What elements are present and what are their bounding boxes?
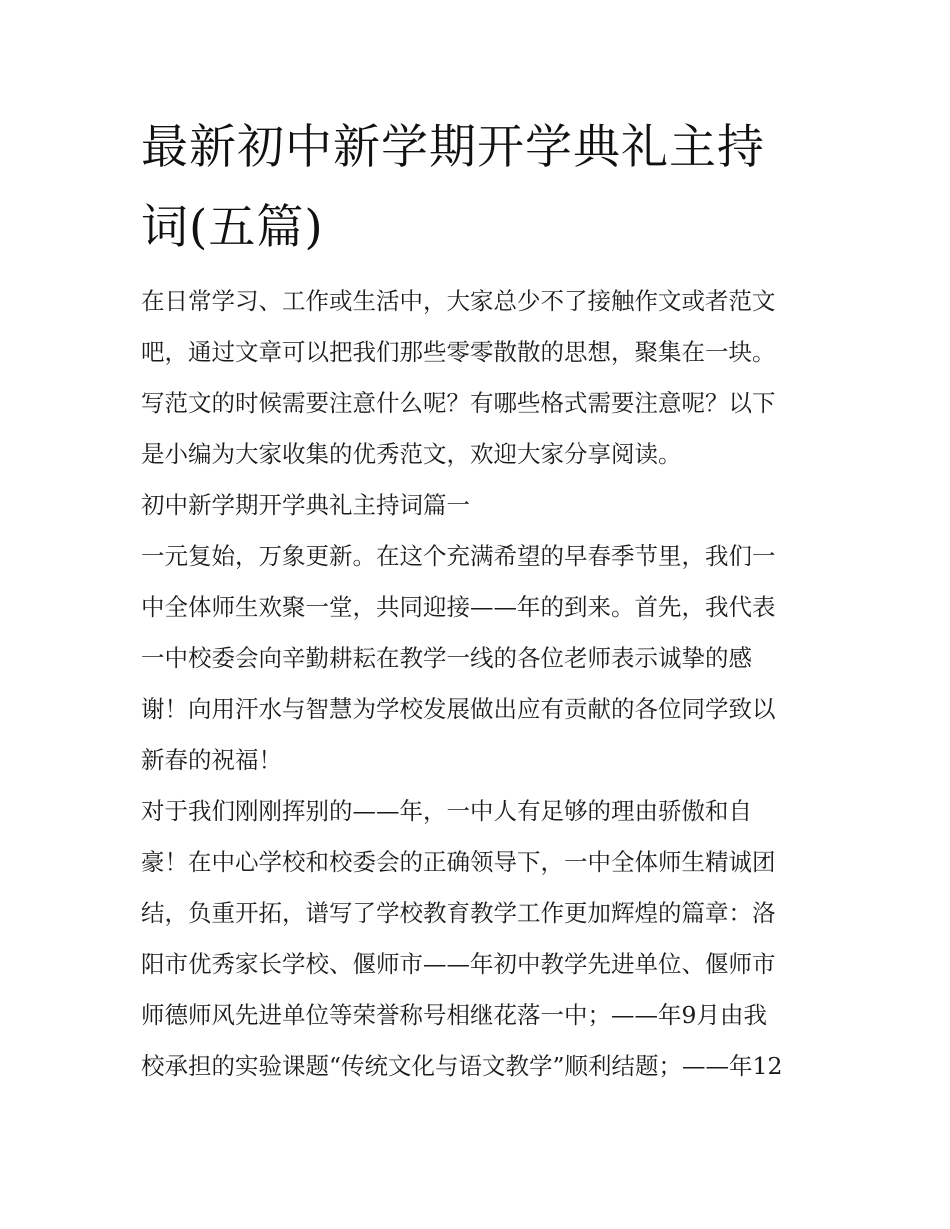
body-line: 结，负重开拓，谱写了学校教育教学工作更加辉煌的篇章：洛 bbox=[141, 899, 776, 927]
body-line: 吧，通过文章可以把我们那些零零散散的思想，聚集在一块。 bbox=[141, 338, 776, 366]
title-line: 词(五篇) bbox=[141, 200, 324, 255]
body-line: 阳市优秀家长学校、偃师市——年初中教学先进单位、偃师市 bbox=[141, 950, 776, 978]
body-line: 校承担的实验课题“传统文化与语文教学”顺利结题；——年12 bbox=[141, 1052, 783, 1080]
body-line: 对于我们刚刚挥别的——年，一中人有足够的理由骄傲和自 bbox=[141, 797, 752, 825]
document-title bbox=[141, 108, 821, 268]
section-heading: 初中新学期开学典礼主持词篇一 bbox=[141, 491, 470, 519]
title-line: 最新初中新学期开学典礼主持 bbox=[141, 120, 765, 175]
body-line: 一元复始，万象更新。在这个充满希望的早春季节里，我们一 bbox=[141, 542, 776, 570]
body-line: 豪！在中心学校和校委会的正确领导下，一中全体师生精诚团 bbox=[141, 848, 776, 876]
body-line: 在日常学习、工作或生活中，大家总少不了接触作文或者范文 bbox=[141, 287, 776, 315]
body-line: 师德师风先进单位等荣誉称号相继花落一中；——年9月由我 bbox=[141, 1001, 767, 1029]
body-line: 中全体师生欢聚一堂，共同迎接——年的到来。首先，我代表 bbox=[141, 593, 776, 621]
body-line: 谢！向用汗水与智慧为学校发展做出应有贡献的各位同学致以 bbox=[141, 695, 776, 723]
body-line: 写范文的时候需要注意什么呢？有哪些格式需要注意呢？以下 bbox=[141, 389, 776, 417]
body-line: 是小编为大家收集的优秀范文，欢迎大家分享阅读。 bbox=[141, 440, 682, 468]
body-line: 新春的祝福！ bbox=[141, 746, 282, 774]
document-body bbox=[141, 282, 821, 1085]
body-line: 一中校委会向辛勤耕耘在教学一线的各位老师表示诚挚的感 bbox=[141, 644, 752, 672]
